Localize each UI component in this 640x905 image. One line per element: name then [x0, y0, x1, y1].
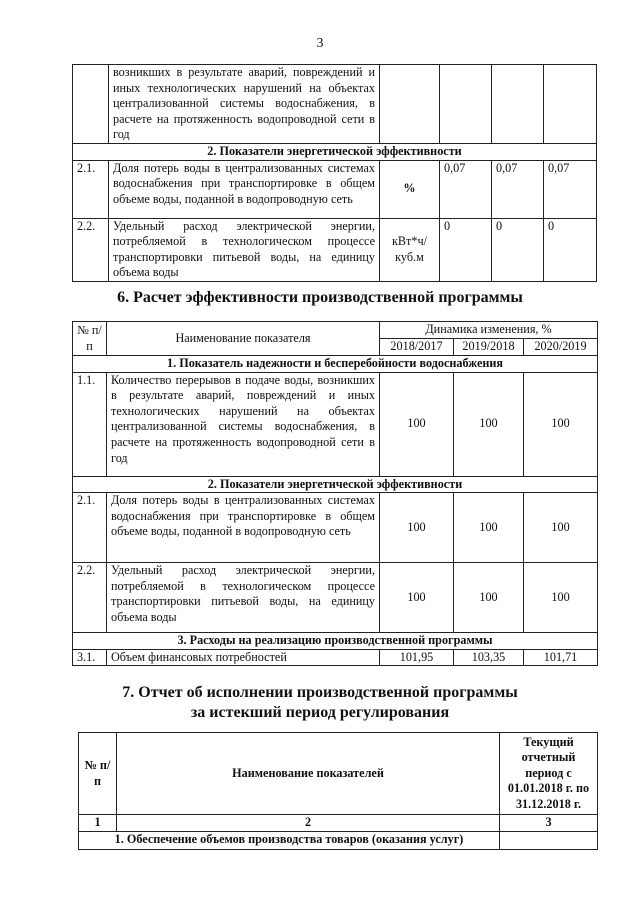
cell-value: 0,07: [544, 160, 597, 218]
table-row: [73, 563, 598, 633]
header-num: № п/п: [73, 322, 107, 356]
cell-value: 100: [524, 493, 598, 563]
table-row: [73, 160, 597, 218]
table-row: [73, 218, 597, 281]
section6-title: 6. Расчет эффективности производственной программы: [117, 289, 523, 306]
header-year: 2018/2017: [380, 339, 454, 356]
cell-name: Доля потерь воды в централизованных системах водоснабжения при транспортировке в общем объеме воды, поданной в водопроводную сеть: [109, 160, 380, 218]
cell-value: [440, 65, 492, 144]
header-name: Наименование показателя: [107, 322, 380, 356]
cell-num: 2.2.: [73, 563, 107, 633]
section-row: [73, 143, 597, 160]
section-row: [73, 476, 598, 493]
table-row: [73, 649, 598, 666]
col-number: 2: [117, 815, 500, 832]
cell-value: 100: [454, 493, 524, 563]
cell-name: Количество перерывов в подаче воды, возникших в результате аварий, повреждений и иных технологических нарушений на объектах централизованной системы водоснабжения, в расчете на протяженность водопроводной сети в год: [107, 372, 380, 476]
cell-num: 2.2.: [73, 218, 109, 281]
header-period: Текущий отчетный период с 01.01.2018 г. по 31.12.2018 г.: [500, 733, 598, 815]
cell-value: 100: [454, 372, 524, 476]
cell-value: [492, 65, 544, 144]
page-number: 3: [316, 36, 324, 51]
cell-value: 0,07: [440, 160, 492, 218]
cell-num: 1.1.: [73, 372, 107, 476]
cell-value: 101,95: [380, 649, 454, 666]
cell-value: [500, 831, 598, 849]
cell-unit: [380, 65, 440, 144]
table-row: [73, 372, 598, 476]
cell-name: возникших в результате аварий, повреждений и иных технологических нарушений на объектах централизованной системы водоснабжения, в расчете на протяженность водопроводной сети в год: [109, 65, 380, 144]
section-row: [73, 356, 598, 373]
cell-value: 0: [544, 218, 597, 281]
cell-num: 2.1.: [73, 493, 107, 563]
cell-name: Удельный расход электрической энергии, потребляемой в технологическом процессе транспортировки питьевой воды, на единицу объема воды: [107, 563, 380, 633]
cell-value: [544, 65, 597, 144]
report-table: [78, 732, 598, 850]
col-number: 1: [79, 815, 117, 832]
cell-value: 100: [380, 372, 454, 476]
header-year: 2019/2018: [454, 339, 524, 356]
cell-value: 100: [524, 372, 598, 476]
header-row: [73, 322, 598, 339]
cell-num: 3.1.: [73, 649, 107, 666]
header-year: 2020/2019: [524, 339, 598, 356]
cell-value: 103,35: [454, 649, 524, 666]
col-number-row: [79, 815, 598, 832]
cell-value: 0: [492, 218, 544, 281]
cell-unit: кВт*ч/ куб.м: [380, 218, 440, 281]
section7-title-line2: за истекший период регулирования: [190, 704, 450, 721]
cell-value: 101,71: [524, 649, 598, 666]
section-row: [79, 831, 598, 849]
table-row: [73, 65, 597, 144]
section7-title-line1: 7. Отчет об исполнении производственной программы: [122, 684, 518, 701]
section-title: 3. Расходы на реализацию производственной программы: [73, 633, 598, 650]
cell-num: [73, 65, 109, 144]
section-title: 1. Показатель надежности и бесперебойности водоснабжения: [73, 356, 598, 373]
cell-unit: %: [380, 160, 440, 218]
efficiency-table: [72, 321, 598, 666]
cell-value: 100: [454, 563, 524, 633]
header-dynamics: Динамика изменения, %: [380, 322, 598, 339]
indicators-table-continued: [72, 64, 597, 282]
cell-value: 100: [380, 493, 454, 563]
header-num: № п/п: [79, 733, 117, 815]
section-row: [73, 633, 598, 650]
cell-name: Доля потерь воды в централизованных системах водоснабжения при транспортировке в общем объеме воды, поданной в водопроводную сеть: [107, 493, 380, 563]
section-title: 2. Показатели энергетической эффективности: [73, 476, 598, 493]
table-row: [73, 493, 598, 563]
cell-num: 2.1.: [73, 160, 109, 218]
cell-name: Удельный расход электрической энергии, потребляемой в технологическом процессе транспортировки питьевой воды, на единицу объема воды: [109, 218, 380, 281]
cell-value: 100: [524, 563, 598, 633]
cell-value: 0,07: [492, 160, 544, 218]
header-row: [79, 733, 598, 815]
header-name: Наименование показателей: [117, 733, 500, 815]
cell-name: Объем финансовых потребностей: [107, 649, 380, 666]
cell-value: 0: [440, 218, 492, 281]
section-title: 2. Показатели энергетической эффективности: [73, 143, 597, 160]
cell-value: 100: [380, 563, 454, 633]
section-title: 1. Обеспечение объемов производства товаров (оказания услуг): [79, 831, 500, 849]
col-number: 3: [500, 815, 598, 832]
